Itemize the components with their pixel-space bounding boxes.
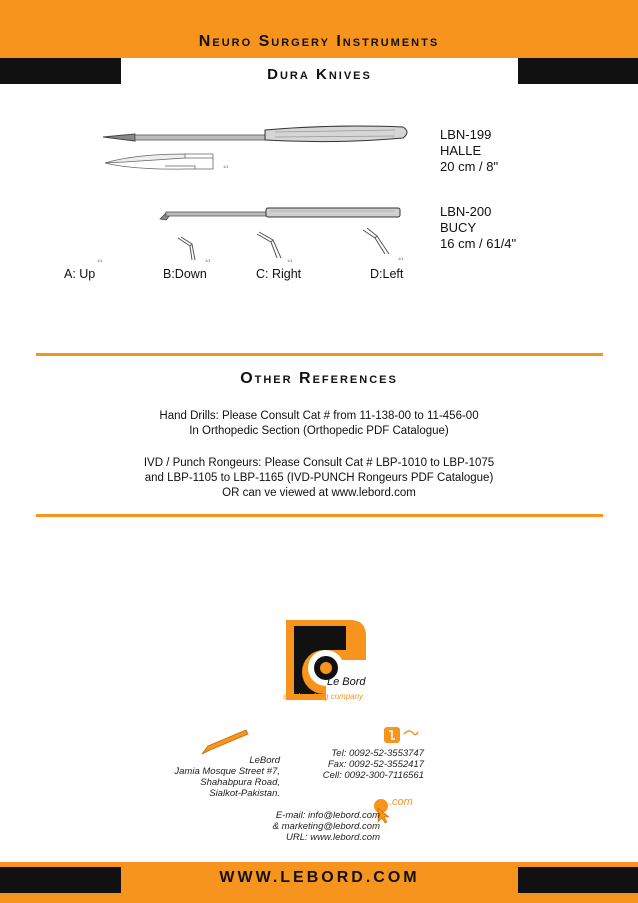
address-line: Jamia Mosque Street #7, (174, 766, 280, 777)
instrument-illustrations (95, 118, 415, 288)
scale-mark: 1/1 (398, 256, 404, 261)
contact-url: URL: www.lebord.com (286, 832, 380, 843)
references-title: Other References (240, 370, 398, 387)
bucy-knife-image (160, 208, 400, 220)
phone-icon (382, 724, 420, 746)
variant-label-up: A: Up (64, 267, 96, 281)
reference-line: IVD / Punch Rongeurs: Please Consult Cat # LBP-1010 to LBP-1075 (143, 457, 495, 469)
variant-label-down: B:Down (163, 267, 207, 281)
scale-mark: 1/1 (223, 164, 229, 169)
logo-tagline: steel crafting company (283, 692, 364, 701)
phone-block (300, 748, 424, 781)
product-code: LBN-199 (440, 127, 492, 142)
variant-right-image (257, 232, 281, 258)
scale-mark: 1/1 (205, 258, 211, 263)
product-size: 20 cm / 8" (440, 159, 499, 174)
references-ivd (80, 456, 558, 501)
contact-tel: Tel: 0092-52-3553747 (331, 748, 424, 759)
contact-cell: Cell: 0092-300-7116561 (322, 770, 424, 781)
product-code: LBN-200 (440, 204, 492, 219)
footer-url[interactable]: WWW.LEBORD.COM (219, 869, 420, 886)
product-name: HALLE (440, 143, 482, 158)
product-size: 16 cm / 61/4" (440, 236, 517, 251)
reference-line: In Orthopedic Section (Orthopedic PDF Catalogue) (189, 425, 449, 437)
variant-down-image (178, 237, 195, 260)
halle-blade-detail (105, 154, 213, 169)
halle-knife-image (103, 126, 407, 142)
web-block (240, 810, 380, 843)
pen-icon (200, 728, 250, 756)
dotcom-text: .com (389, 796, 413, 808)
lebord-logo-icon (286, 620, 366, 700)
variant-left-image (363, 228, 389, 254)
variant-label-right: C: Right (256, 267, 302, 281)
divider (36, 514, 603, 517)
section-title: Dura Knives (267, 66, 372, 83)
divider (36, 353, 603, 356)
variant-label-left: D:Left (370, 267, 404, 281)
address-company: LeBord (249, 755, 280, 766)
page-title: Neuro Surgery Instruments (198, 33, 440, 50)
references-hand-drills (80, 409, 558, 439)
address-line: Shahabpura Road, (200, 777, 280, 788)
contact-email: & marketing@lebord.com (272, 821, 380, 832)
product-lbn-199 (440, 127, 498, 175)
contact-fax: Fax: 0092-52-3552417 (327, 759, 424, 770)
address-block (160, 755, 280, 799)
scale-mark: 1/1 (97, 258, 103, 263)
product-name: BUCY (440, 220, 477, 235)
product-lbn-200 (440, 204, 516, 252)
contact-email: E-mail: info@lebord.com (275, 810, 380, 821)
reference-line: OR can ve viewed at www.lebord.com (222, 487, 416, 499)
scale-mark: 1/1 (287, 258, 293, 263)
address-line: Sialkot-Pakistan. (209, 788, 280, 799)
reference-line: and LBP-1105 to LBP-1165 (IVD-PUNCH Rongeurs PDF Catalogue) (144, 472, 494, 484)
logo-brand: Le Bord (327, 676, 366, 688)
reference-line: Hand Drills: Please Consult Cat # from 11-138-00 to 11-456-00 (159, 410, 479, 422)
